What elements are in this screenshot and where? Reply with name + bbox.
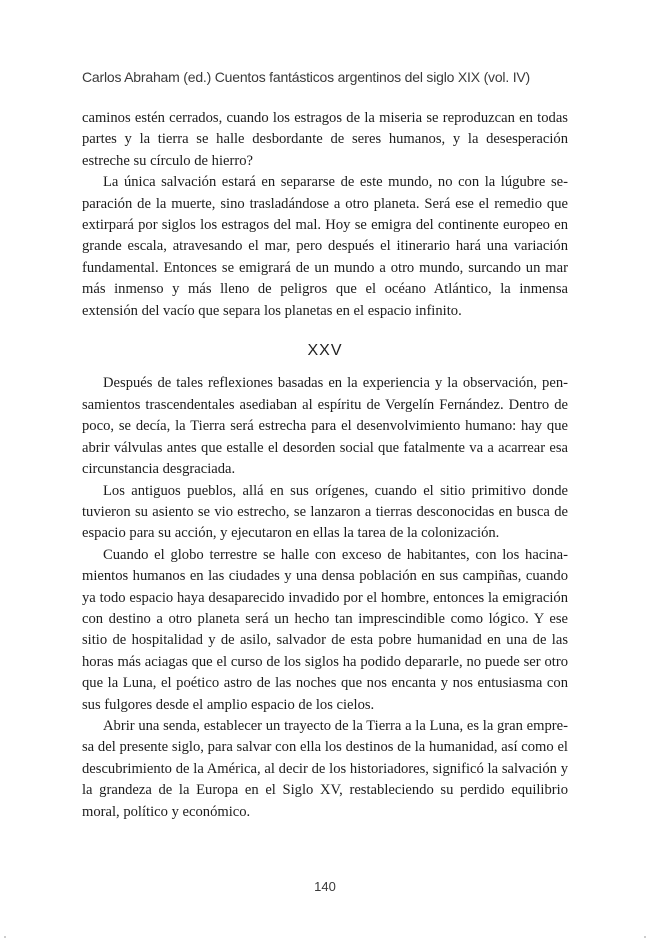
paragraph: Después de tales reflexiones basadas en la experiencia y la observación, pensamientos trascendentales asediaban al espíritu de Vergelín Fernández. Dentro de poco, se decía, la Tierra será estrecha para el desenvolvimiento humano: hay que abrir válvulas antes que estalle el desorden social que fatalmente va a acarrear esa circunstancia desgraciada. <box>82 375 568 478</box>
section-heading: XXV <box>307 342 343 360</box>
paragraph: caminos estén cerrados, cuando los estragos de la miseria se reproduzcan en todas partes y la tierra se halle desbordante de seres humanos, y la desesperación estreche su círculo de hierro? <box>82 110 568 169</box>
crop-mark <box>644 936 646 938</box>
crop-mark <box>4 936 6 938</box>
running-header: Carlos Abraham (ed.) Cuentos fantásticos argentinos del siglo XIX (vol. IV) <box>82 69 530 85</box>
paragraph: Cuando el globo terrestre se halle con exceso de habitantes, con los hacinamientos humanos en las ciudades y una densa población en sus campiñas, cuando ya todo espacio haya desaparecido invadido por el hombre, entonces la emigración con destino a otro planeta será un hecho tan imprescindible como lógico. Y ese sitio de hospitalidad y de asilo, salvador de esta pobre humanidad en una de las horas más aciagas que el curso de los siglos ha podido depararle, no puede ser otro que la Luna, el poético astro de las noches que nos encanta y nos entusiasma con sus fulgores desde el amplio espacio de los cielos. <box>82 546 568 713</box>
paragraph: La única salvación estará en separarse de este mundo, no con la lúgubre separación de la muerte, sino trasladándose a otro planeta. Será ese el remedio que extirpará por siglos los estragos del mal. Hoy se emigra del continente europeo en grande escala, atravesando el mar, pero después el itinerario hará una variación fundamental. Entonces se emigrará de un mundo a otro mundo, surcando un mar más inmenso y más lleno de peligros que el océano Atlántico, la inmensa extensión del vacío que separa los planetas en el espacio infinito. <box>82 174 568 319</box>
page-number: 140 <box>314 879 336 894</box>
paragraph: Los antiguos pueblos, allá en sus orígenes, cuando el sitio primitivo donde tuvieron su asiento se vio estrecho, se lanzaron a tierras desconocidas en busca de espacio para su acción, y ejecutaron en ellas la tarea de la colonización. <box>82 482 568 542</box>
body-text <box>82 108 568 823</box>
paragraph: Abrir una senda, establecer un trayecto de la Tierra a la Luna, es la gran empresa del presente siglo, para salvar con ella los destinos de la humanidad, así como el descubrimiento de la América, al decir de los historiadores, significó la salvación y la grandeza de la Europa en el Siglo XV, restableciendo su perdido equilibrio moral, político y económico. <box>82 717 568 820</box>
